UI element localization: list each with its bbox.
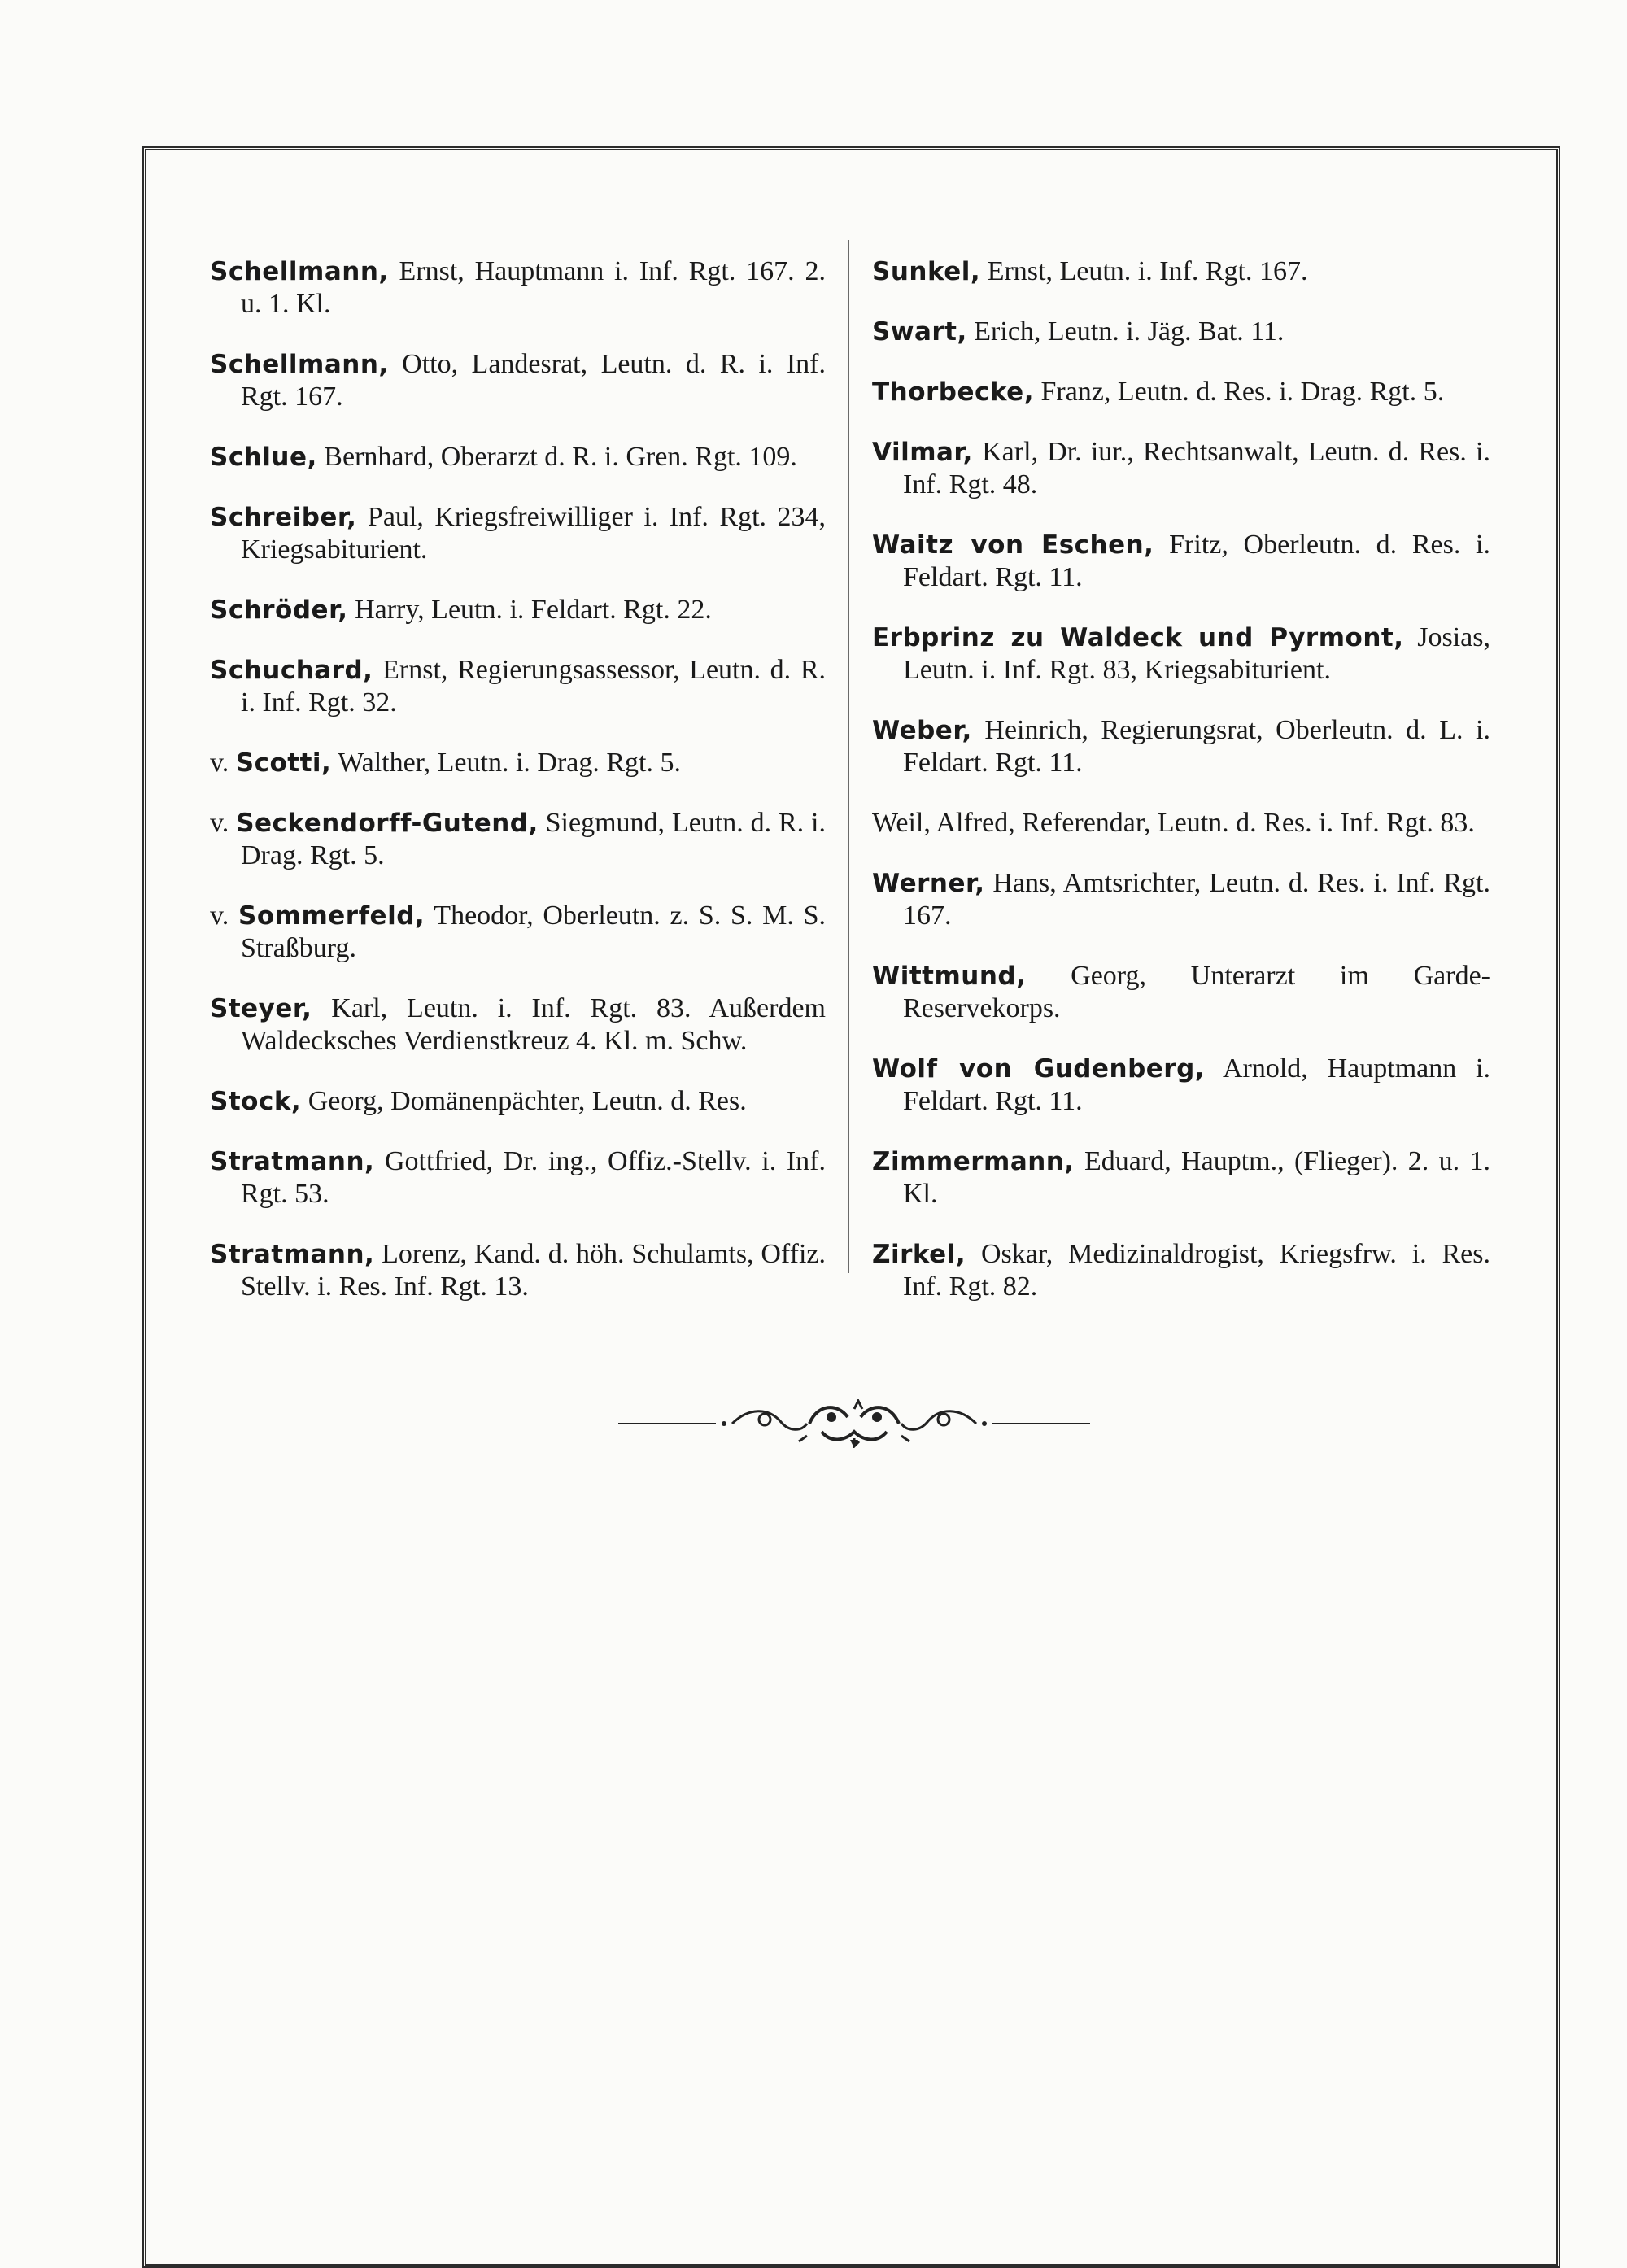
entry-text: Fritz, Oberleutn. d. Res. i. Feldart. Rgt. 11. [903,530,1490,592]
entry-right-7 [872,807,1490,840]
entry-text: Bernhard, Oberarzt d. R. i. Gren. Rgt. 109. [316,442,797,472]
entry-text: Karl, Leutn. i. Inf. Rgt. 83. Außerdem Waldecksches Verdienstkreuz 4. Kl. m. Schw. [241,993,826,1056]
left-column [210,228,826,1326]
entry-name: Schreiber, [210,503,357,532]
entry-text: Eduard, Hauptm., (Flieger). 2. u. 1. Kl. [903,1146,1490,1209]
entry-prefix: v. [210,901,239,931]
entry-text: Georg, Unterarzt im Garde-Reservekorps. [903,961,1490,1023]
entry-text: Theodor, Oberleutn. z. S. S. M. S. Straßburg. [241,901,826,963]
entry-text: Otto, Landesrat, Leutn. d. R. i. Inf. Rgt. 167. [241,349,826,412]
entry-right-10 [872,1053,1490,1118]
entry-right-4 [872,529,1490,594]
entry-name: Vilmar, [872,438,973,467]
entry-text: Hans, Amtsrichter, Leutn. d. Res. i. Inf. Rgt. 167. [903,868,1490,931]
entry-right-1 [872,316,1490,348]
entry-text: Georg, Domänenpächter, Leutn. d. Res. [301,1086,747,1116]
entry-text: Lorenz, Kand. d. höh. Schulamts, Offiz. Stellv. i. Res. Inf. Rgt. 13. [241,1239,826,1302]
entry-text: Walther, Leutn. i. Drag. Rgt. 5. [331,748,681,778]
entry-right-6 [872,714,1490,779]
entry-right-2 [872,376,1490,408]
entry-text: Franz, Leutn. d. Res. i. Drag. Rgt. 5. [1033,377,1445,407]
entry-name: Wolf von Gudenberg, [872,1054,1206,1084]
entry-prefix: v. [210,748,236,778]
entry-name: Werner, [872,869,985,898]
entry-name: Sunkel, [872,257,981,286]
entry-text: Erich, Leutn. i. Jäg. Bat. 11. [966,316,1285,347]
entry-left-12 [210,1238,826,1303]
entry-text: Ernst, Regierungsassessor, Leutn. d. R. i. Inf. Rgt. 32. [241,655,826,717]
entry-name: Weber, [872,716,972,745]
entry-name: Wittmund, [872,962,1027,991]
entry-text: Arnold, Hauptmann i. Feldart. Rgt. 11. [903,1053,1490,1116]
entry-name: Zirkel, [872,1240,966,1269]
entry-text: Gottfried, Dr. ing., Offiz.-Stellv. i. Inf. Rgt. 53. [241,1146,826,1209]
entry-text: Oskar, Medizinaldrogist, Kriegsfrw. i. Res. Inf. Rgt. 82. [903,1239,1490,1302]
entry-text: Josias, Leutn. i. Inf. Rgt. 83, Kriegsabiturient. [903,622,1490,685]
entry-left-6 [210,747,826,779]
entry-text: Ernst, Leutn. i. Inf. Rgt. 167. [980,256,1308,286]
entry-name: Thorbecke, [872,377,1034,407]
entry-right-8 [872,867,1490,932]
right-column [872,228,1490,1326]
entry-prefix: v. [210,808,237,838]
entry-name: Swart, [872,317,967,347]
entry-text: Weil, Alfred, Referendar, Leutn. d. Res. i. Inf. Rgt. 83. [872,808,1475,838]
entry-right-12 [872,1238,1490,1303]
entry-right-3 [872,436,1490,501]
entry-name: Stratmann, [210,1240,375,1269]
entry-left-8 [210,900,826,965]
entry-name: Schröder, [210,595,348,625]
entry-name: Schlue, [210,443,317,472]
entry-name: Stratmann, [210,1147,375,1176]
entry-left-7 [210,807,826,872]
entry-name: Scotti, [235,748,332,778]
entry-left-10 [210,1085,826,1118]
entry-name: Waitz von Eschen, [872,530,1154,560]
entry-name: Schellmann, [210,350,389,379]
entry-name: Seckendorff-Gutend, [236,809,539,838]
entry-right-5 [872,622,1490,687]
entry-text: Karl, Dr. iur., Rechtsanwalt, Leutn. d. Res. i. Inf. Rgt. 48. [903,437,1490,499]
entry-name: Steyer, [210,994,312,1023]
entry-name: Stock, [210,1087,302,1116]
entry-left-4 [210,594,826,626]
entry-right-11 [872,1145,1490,1210]
entry-name: Schellmann, [210,257,389,286]
entry-left-9 [210,992,826,1058]
entry-text: Heinrich, Regierungsrat, Oberleutn. d. L. i. Feldart. Rgt. 11. [903,715,1490,778]
entry-name: Schuchard, [210,656,373,685]
entry-right-0 [872,255,1490,288]
entry-name: Zimmermann, [872,1147,1075,1176]
entry-text: Ernst, Hauptmann i. Inf. Rgt. 167. 2. u. 1. Kl. [241,256,826,319]
entry-right-9 [872,960,1490,1025]
entry-text: Paul, Kriegsfreiwilliger i. Inf. Rgt. 234, Kriegsabiturient. [241,502,826,565]
entry-left-3 [210,501,826,566]
entry-name: Sommerfeld, [238,901,425,931]
entry-left-5 [210,654,826,719]
entry-left-1 [210,348,826,413]
entry-left-0 [210,255,826,321]
entry-left-11 [210,1145,826,1210]
entry-left-2 [210,441,826,473]
entry-name: Erbprinz zu Waldeck und Pyrmont, [872,623,1404,652]
ornamental-divider-icon [618,1399,1090,1448]
entry-text: Harry, Leutn. i. Feldart. Rgt. 22. [347,595,712,625]
entry-text: Siegmund, Leutn. d. R. i. Drag. Rgt. 5. [241,808,827,870]
column-divider [848,240,853,1273]
